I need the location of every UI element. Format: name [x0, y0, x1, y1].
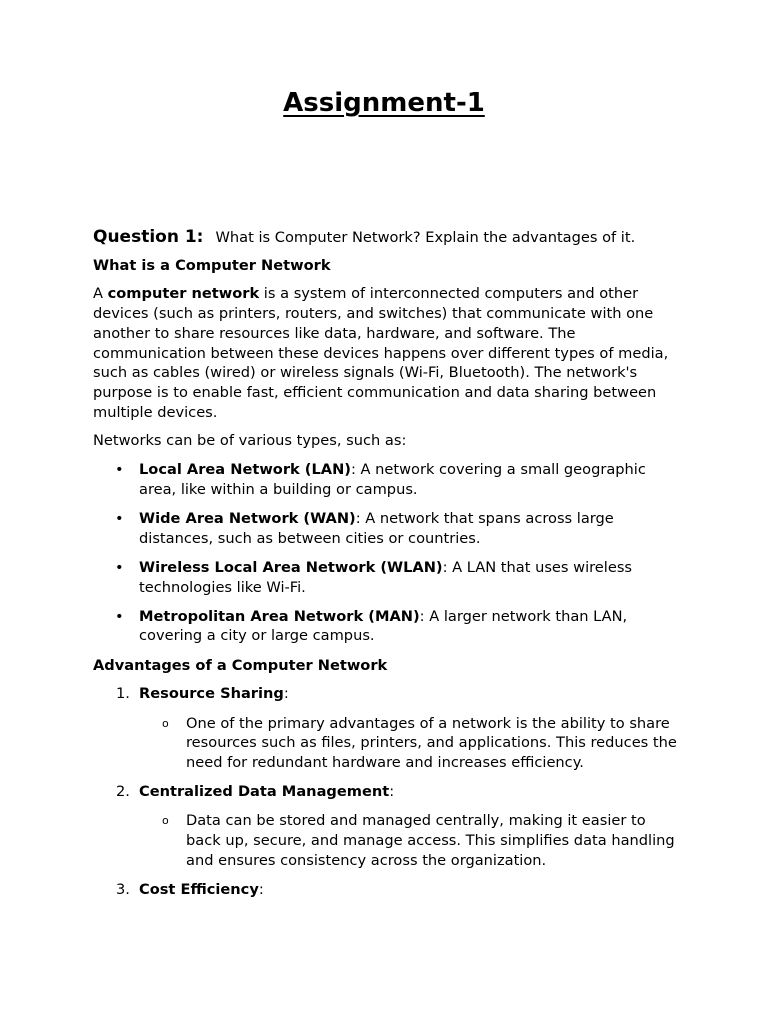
document-title	[0, 86, 768, 120]
advantage-detail	[93, 811, 683, 870]
list-item	[93, 607, 683, 646]
advantage-heading	[93, 782, 683, 802]
advantage-item	[93, 782, 683, 870]
item-number: 1.	[116, 685, 130, 703]
intro-prefix: A	[93, 285, 108, 303]
type-desc: : A LAN that uses wireless technologies like Wi-Fi.	[139, 558, 633, 596]
circle-bullet-icon: o	[162, 814, 169, 828]
item-number: 3.	[116, 880, 130, 898]
intro-paragraph	[93, 284, 683, 422]
type-desc: : A larger network than LAN, covering a city or large campus.	[139, 607, 628, 645]
detail-text: One of the primary advantages of a network is the ability to share resources such as files, printers, and applications. This reduces the need for redundant hardware and increases efficiency.	[186, 714, 677, 771]
network-types-list	[93, 460, 683, 646]
advantage-term: Centralized Data Management	[139, 783, 390, 801]
type-term: Local Area Network (LAN)	[139, 461, 351, 479]
type-term: Wide Area Network (WAN)	[139, 509, 356, 527]
advantages-list	[93, 684, 683, 899]
advantage-colon: :	[258, 880, 264, 898]
section-heading-what-is: What is a Computer Network	[93, 256, 331, 274]
advantage-item	[93, 880, 683, 900]
intro-bold-term: computer network	[107, 285, 260, 303]
list-item	[93, 460, 683, 499]
type-term: Metropolitan Area Network (MAN)	[139, 607, 420, 625]
list-item	[93, 509, 683, 548]
document-body	[93, 228, 683, 909]
bullet-icon: •	[115, 607, 124, 625]
advantage-item	[93, 684, 683, 772]
item-number: 2.	[116, 783, 130, 801]
bullet-icon: •	[115, 558, 124, 576]
advantage-term: Resource Sharing	[139, 685, 284, 703]
advantage-detail	[93, 714, 683, 773]
advantage-heading	[93, 684, 683, 704]
question-text: What is Computer Network? Explain the advantages of it.	[215, 229, 636, 246]
circle-bullet-icon: o	[162, 716, 169, 730]
question-label: Question 1:	[93, 227, 204, 247]
type-term: Wireless Local Area Network (WLAN)	[139, 558, 443, 576]
types-intro: Networks can be of various types, such as:	[93, 432, 407, 450]
detail-text: Data can be stored and managed centrally, making it easier to back up, secure, and manage access. This simplifies data handling and ensures consistency across the organization.	[186, 812, 675, 869]
type-desc: : A network that spans across large distances, such as between cities or countries.	[139, 509, 614, 547]
section-heading-advantages: Advantages of a Computer Network	[93, 656, 388, 674]
advantage-colon: :	[389, 783, 395, 801]
advantage-colon: :	[283, 685, 289, 703]
intro-rest: is a system of interconnected computers and other devices (such as printers, routers, and switches) that communicate with one another to share resources like data, hardware, and software. The communication between these devices happens over different types of media, such as cables (wired) or wireless signals (Wi-Fi, Bluetooth). The network's purpose is to enable fast, efficient communication and data sharing between multiple devices.	[93, 285, 669, 421]
bullet-icon: •	[115, 509, 124, 527]
question-line	[93, 228, 683, 248]
advantage-term: Cost Efficiency	[139, 880, 259, 898]
title-text: Assignment-1	[283, 88, 485, 118]
type-desc: : A network covering a small geographic area, like within a building or campus.	[139, 461, 646, 498]
advantage-heading	[93, 880, 683, 900]
list-item	[93, 558, 683, 597]
bullet-icon: •	[115, 461, 124, 479]
